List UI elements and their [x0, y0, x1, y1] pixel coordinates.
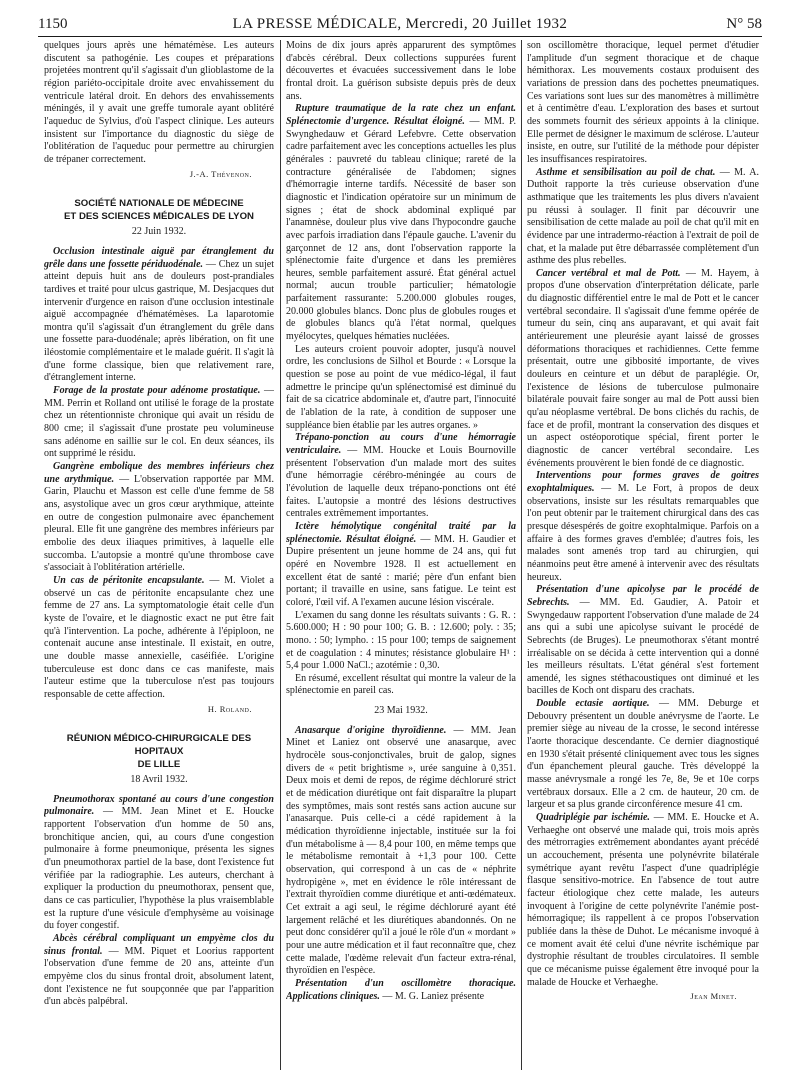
abstract-body: — M. Violet a observé un cas de péritonite encapsulante chez une femme de 27 ans. La symptomatologie était celle d'un kyste de l'ovaire, et le diagnostic exact ne put être fait qu'à l'intervention. La poche, adhérente à l'épiploon, ne contenait aucune anse intestinale. Il existait, en outre, une double masse annexielle, caséifiée. L'origine tuberculeuse est donc dans ce cas manifeste, mais l'auteur estime que la tuberculose n'est pas toujours responsable de cette affection. [44, 574, 274, 700]
abstract-title: Asthme et sensibilisation au poil de chat. [536, 166, 716, 178]
abstract [527, 698, 759, 812]
society-heading-line: SOCIÉTÉ NATIONALE DE MÉDECINE [74, 198, 244, 210]
abstract-paragraph: L'examen du sang donne les résultats suivants : G. R. : 5.600.000; H : 90 pour 100; G. B. : 12.600; poly. : 35; mono. : 50; lympho. : 15 pour 100; temps de saignement et de coagulation : 4 minutes; résistance globulaire H¹ : 5,4 pour 1.000 NaCl.; azotémie : 0,30. [286, 609, 516, 672]
journal-title: LA PRESSE MÉDICALE, Mercredi, 20 Juillet 1932 [232, 16, 568, 32]
abstract [286, 725, 516, 978]
abstract [44, 933, 274, 1009]
abstract [44, 385, 274, 461]
abstract-body: — M. G. Laniez présente [379, 990, 485, 1002]
abstract [527, 167, 759, 268]
abstract-title: Un cas de péritonite encapsulante. [53, 574, 205, 586]
abstract-title: Ictère hémolytique congénital traité par la splénectomie. Résultat éloigné. [286, 520, 516, 545]
abstract-body: — MM. Ed. Gaudier, A. Patoir et Swyngedauw rapportent l'observation d'une malade de 24 ans qui a subi une apicolyse suivant le procédé de Sebrechts (de Bruges). Le pneumothorax s'étant montré irréalisable on se décida à cette intervention qui a donné les meilleurs résultats. L'état général s'est fortement amendé, les signes stéthacoustiques ont diminué et les bacilles de Koch ont disparu des crachats. [527, 596, 759, 697]
abstract [527, 470, 759, 584]
abstract-body: — MM. Piquet et Loorius rapportent l'observation d'une femme de 20 ans, atteinte d'un empyème clos du sinus frontal droit, absolument latent, dont l'existence ne fut soupçonnée que par l'apparition d'un abcès palpébral. [44, 945, 274, 1008]
abstract-title: Abcès cérébral compliquant un empyème clos du sinus frontal. [44, 933, 274, 957]
abstract-body: — M. A. Duthoit rapporte la très curieuse observation d'une asthmatique que les traitements les plus divers n'avaient pu réussi à soulager. Il finit par découvrir une sensibilisation de cette malade au poil de chat qu'il mit en évidence par une intradermo-réaction à l'extrait de poil de chat, et la malade put être débarrassée complètement d'un asthme des plus rebelles. [527, 166, 759, 267]
page-number: 1150 [38, 16, 68, 32]
abstract-title: Anasarque d'origine thyroïdienne. [295, 724, 447, 736]
abstract-body: — MM. H. Gaudier et Dupire présentent un jeune homme de 24 ans, qui fut opéré en Novembre 1928. Il est actuellement en excellent état de santé : marié; père d'un enfant bien portant; il travaille en usine, sans fatigue. Le teint est coloré, l'œil vif. A l'examen aucune lésion viscérale. [286, 533, 516, 608]
abstract-body: — M. Le Fort, à propos de deux observations, insiste sur les résultats remarquables que l'on peut obtenir par le traitement chirurgical dans des cas presque désespérés de goitre exophtalmique. Parfois on a affaire à des formes graves d'emblée; d'autres fois, les malades sont amenés trop tard au chirurgien, qui néanmoins peut être amené à intervenir avec des résultats heureux. [527, 482, 759, 583]
abstract-body: — M. Hayem, à propos d'une observation d'interprétation délicate, parle du diagnostic différentiel entre le mal de Pott et le cancer vertébral secondaire. Il s'agissait d'une femme opérée de tumeur du sein, cinq ans auparavant, et qui avait fait antérieurement une pleurésie ayant laissé de grosses déformations thoraciques et rachidiennes. Cette femme présentait, outre une gibbosité importante, de vives douleurs en ceinture et un début de paraplégie. Or, l'existence de lésions de tuberculose pulmonaire bilatérale pouvait faire songer au mal de Pott aussi bien qu'au néoplasme vertébral. De bons clichés du rachis, de face et de profil, montrant la conservation des disques et un aspect ostéoporotique spécial, firent porter le diagnostic de cancer vertébral secondaire. Les événements prouvèrent le bien fondé de ce diagnostic. [527, 267, 759, 469]
abstract-paragraph: Les auteurs croient pouvoir adopter, jusqu'à nouvel ordre, les conclusions de Silhol et Bourde : « Lorsque la question se pose au point de vue médico-légal, il faut admettre le principe qu'un splénectomisé est diminué du fait de sa cicatrice abdominale et, d'autre part, l'innocuité de l'ablation de la rate, à condition de supposer une suppléance bien établie par les autres organes. » [286, 343, 516, 431]
society-heading-line: DE LILLE [137, 759, 181, 771]
column-2 [286, 40, 516, 1076]
article-continuation: son oscillomètre thoracique, lequel permet d'étudier l'amplitude d'un segment thoracique et de chaque hémithorax. Les mouvements costaux produisent des variations de pression dans des pochettes pneumatiques. Ces variations sont lues sur des manomètres à millimètre et à centimètre d'eau. L'exploration des bases et surtout des sommets fournit des sérieux appoints à la clinique. Elle permet de désigner le maximum de sclérose. L'auteur insiste, en outre, sur l'utilité de la méthode pour dépister les insuffisances respiratoires. [527, 40, 759, 165]
abstract [527, 584, 759, 698]
abstract-body: — MM. Perrin et Rolland ont utilisé le forage de la prostate chez un rétentionniste chronique qui avait un résidu de 800 cme; il s'agissait d'une prostate peu volumineuse sans adénome en saillie sur le col. En deux séances, ils ont supprimé le résidu. [44, 385, 274, 460]
abstract-body: — MM. Jean Minet et Laniez ont observé une anasarque, avec hydrocèle sous-conjonctivales, bruit de galop, signes divers de « petit brightisme », urée sanguine à 0,351. Deux mois et demi de repos, de régime déchloruré strict et de médication diurétique ont fait disparaître la plupart des symptômes, mais sont restés sans action aucune sur l'anasarque. Puis celle-ci a cédé rapidement à la médication thyroïdienne injectable, instituée sur la foi d'un métabolisme à — 8,4 pour 100, en même temps que le métabolisme remontait à +1,3 pour 100. Cette observation, qui correspond à un cas de « néphrite hydropigène », met en évidence le rôle intéressant de l'extrait thyroïdien comme diurétique et anti-œdémateux. Cet extrait a agi seul, le régime déchloruré ayant été largement relâché et les diurétiques abandonnés. On ne peut donc considérer qu'il a joué le rôle d'un « mordant » pour une autre médication et il faut reconnaître que, chez cette malade, l'œdème relevait d'un facteur extra-rénal, thyroïdien en l'espèce. [286, 724, 516, 977]
abstract-title: Forage de la prostate pour adénome prostatique. [53, 385, 261, 397]
society-heading-line: RÉUNION MÉDICO-CHIRURGICALE DES HOPITAUX [66, 733, 252, 758]
abstract-title: Occlusion intestinale aiguë par étranglement du grêle dans une fossette périduodénale. [44, 245, 274, 270]
issue-number: N° 58 [726, 16, 762, 32]
abstract-body: — L'observation rapportée par MM. Garin, Plauchu et Masson est celle d'une femme de 58 ans, asystolique avec un gros cœur arythmique, atteinte en outre de congestion pulmonaire avec épanchement pleural. Elle fit une gangrène des membres inférieurs par embolie des deux iliaques primitives, à laquelle elle succomba. L'autopsie a montré qu'une thrombose cave s'associait à l'oblitération artérielle. [44, 473, 274, 574]
abstract-title: Double ectasie aortique. [536, 698, 650, 710]
abstract-paragraph: En résumé, excellent résultat qui montre la valeur de la splénectomie en pareil cas. [286, 672, 516, 697]
abstract [44, 461, 274, 575]
column-divider-1 [280, 40, 281, 1070]
header-rule [38, 36, 762, 37]
abstract [286, 978, 516, 1003]
abstract [527, 268, 759, 471]
author-signature: H. Roland. [207, 703, 252, 714]
author-signature: Jean Minet. [690, 991, 737, 1002]
abstract-title: Pneumothorax spontané au cours d'une congestion pulmonaire. [44, 793, 274, 818]
abstract-title: Cancer vertébral et mal de Pott. [536, 267, 681, 279]
society-heading-lille [44, 732, 274, 771]
abstract [44, 246, 274, 385]
abstract [44, 575, 274, 702]
session-date: 18 Avril 1932. [130, 774, 188, 786]
abstract-body: — Chez un sujet atteint depuis huit ans de douleurs post-prandiales tardives et traité pour ulcus gastrique, M. Desjacques dut intervenir d'urgence en raison d'une occlusion intestinale aiguë accompagnée d'hématémèses. La laparotomie montra qu'il s'agissait d'un étranglement du grêle dans une fossette para-duodénale; après libération, on fit une iléostomie complémentaire et le malade guérit. Il s'agit là d'une forme classique, bien que relativement rare, d'étranglement interne. [44, 258, 274, 384]
abstract-title: Trépano-ponction au cours d'une hémorragie ventriculaire. [286, 432, 516, 456]
abstract-body: — MM. P. Swynghedauw et Gérard Lefebvre. Cette observation cadre parfaitement avec les conceptions actuelles les plus générales : pauvreté du tableau clinique; rareté de la contracture généralisée de l'abdomen; signes d'hémorragie interne tardifs. Nécessité de baser son diagnostic et l'indication opératoire sur un minimum de signes ; état de shock abdominal expliqué par l'anamnèse, douleur plus vive dans l'hypocondre gauche avec parfois irradiation dans l'épaule gauche. L'avenir du garçonnet de 12 ans, dont l'observation rapporte la splénectomie faite d'urgence et dans les premières heures, semble parfaitement assuré. État général actuel normal; aucun trouble particulier; hématologie parfaitement rassurante: 5.200.000 globules rouges, 20.000 globules blancs. Donc plus de globules rouges et de globules blancs qu'à l'état normal, quelques myélocytes, quelques hématies nucléées. [286, 115, 516, 343]
abstract-body: — MM. E. Houcke et A. Verhaeghe ont observé une malade qui, trois mois après des métrorragies extrêmement abondantes ayant précédé un accouchement, présenta une polynévrite bilatérale symétrique ayant revêtu l'aspect d'une quadriplégie flasque sensitivo-motrice. En l'absence de tout autre facteur étiologique chez cette malade, les auteurs invoquent à l'origine de cette polynévrite l'anémie post-hémorragique; ils rappellent à ce propos l'observation publiée dans la thèse de Duhot. Le mécanisme invoqué à ce moment avait été celui d'une névrite ischémique par dystrophie résultant de troubles circulatoires. Il semble que ce mécanisme puisse également être invoqué pour la malade de Houcke et Verhaeghe. [527, 812, 759, 988]
article-continuation: quelques jours après une hématémèse. Les auteurs discutent sa pathogénie. Les coupes et préparations projetées montrent qu'il s'agissait d'un glioblastome de la région pariéto-occipitale droite avec envahissement du ventricule latéral droit. En dehors des envahissements méningés, il y avait une greffe tumorale ayant oblitéré l'aqueduc de Sylvius, d'où l'aspect clinique. Les auteurs insistent sur l'importance du diagnostic du siège de l'oblitération de l'aqueduc pour permettre au chirurgien de trépaner correctement. [44, 40, 274, 165]
session-date: 22 Juin 1932. [131, 226, 187, 238]
author-signature: J.-A. Thévenon. [189, 168, 252, 179]
abstract-title: Présentation d'un oscillomètre thoracique. Applications cliniques. [286, 977, 516, 1002]
abstract [286, 521, 516, 610]
abstract-body: — MM. Deburge et Debouvry présentent un double anévrysme de l'aorte. Le premier siège au niveau de la crosse, le second intéresse l'aorte thoracique descendante. Ce dernier diagnostiqué en 1930 s'était présenté cliniquement avec tous les signes d'un épanchement pleural gauche. Très développé la masse anévrysmale a rongé les 7e, 8e, 9e et 10e corps vertébraux dorsaux. Elle a 2 cm. de hauteur, 20 cm. de largeur et sa plus grande circonférence mesure 41 cm. [527, 698, 759, 811]
column-3 [527, 40, 759, 1076]
session-date: 23 Mai 1932. [374, 705, 428, 717]
abstract [527, 812, 759, 989]
column-1 [44, 40, 274, 1076]
running-head [38, 14, 762, 34]
abstract-title: Interventions pour formes graves de goitres exophtalmiques. [527, 470, 759, 494]
abstract-title: Gangrène embolique des membres inférieurs chez une arythmique. [44, 461, 274, 485]
article-continuation: Moins de dix jours après apparurent des symptômes d'abcès cérébral. Deux collections suppurées furent découvertes et évacuées successivement dans le lobe frontal droit. La guérison subsiste depuis près de deux ans. [286, 40, 516, 102]
society-heading-lyon [44, 197, 274, 223]
column-divider-2 [521, 40, 522, 1070]
abstract-title: Présentation d'une apicolyse par le procédé de Sebrechts. [527, 584, 759, 608]
abstract-title: Quadriplégie par ischémie. [536, 812, 650, 824]
abstract [286, 432, 516, 521]
abstract-body: — MM. Jean Minet et E. Houcke rapportent l'observation d'un homme de 50 ans, bronchitique ancien, qui, au cours d'une congestion pulmonaire à forme pneumonique, présenta les signes d'un pneumothorax partiel de la base, dont l'existence fut vérifiée par la radiographie. Les auteurs, cherchant à expliquer la production du pneumothorax, pensent que, dans ce cas particulier, l'hypothèse la plus vraisemblable est la rupture d'une vésicule d'emphysème au voisinage du foyer congestif. [44, 806, 274, 932]
society-heading-line: ET DES SCIENCES MÉDICALES DE LYON [64, 211, 254, 223]
abstract [44, 794, 274, 933]
abstract [286, 103, 516, 343]
abstract-body: — MM. Houcke et Louis Bournoville présentent l'observation d'un malade mort des suites d'une hémorragie cérébro-méningée au cours de l'évolution de laquelle deux trépano-ponctions ont été faites. L'autopsie a montré des lésions destructives centrales extrêmement importantes. [286, 445, 516, 520]
abstract-title: Rupture traumatique de la rate chez un enfant. Splénectomie d'urgence. Résultat éloigné. [286, 103, 516, 127]
